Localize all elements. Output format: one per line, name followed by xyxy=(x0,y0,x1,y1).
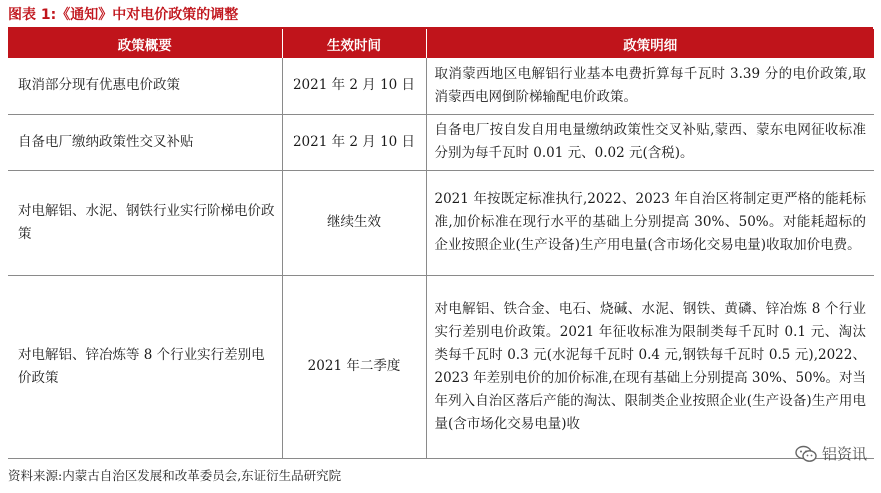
wechat-icon xyxy=(795,445,817,463)
source-note: 资料来源:内蒙古自治区发展和改革委员会,东证衍生品研究院 xyxy=(8,468,342,483)
row-detail: 对电解铝、铁合金、电石、烧碱、水泥、钢铁、黄磷、锌冶炼 8 个行业实行差别电价政策。2021 年征收标准为限制类每千瓦时 0.1 元、淘汰类每千瓦时 0.3 元(水泥每千瓦时 0.4 元,钢铁每千瓦时 0.5 元),2022、2023 年差别电价的加价标准,在现有基础上分别提高 30%、50%。对当年列入自治区落后产能的淘汰、限制类企业按照企业(生产设备)生产用电量(含市场化交易电量)收 xyxy=(426,275,874,458)
row-effective: 2021 年 2 月 10 日 xyxy=(282,114,426,170)
row-summary: 对电解铝、锌冶炼等 8 个行业实行差别电价政策 xyxy=(8,275,282,458)
table-row xyxy=(8,58,874,114)
row-effective: 2021 年 2 月 10 日 xyxy=(282,58,426,114)
header-effective-time: 生效时间 xyxy=(282,29,426,58)
row-effective: 继续生效 xyxy=(282,170,426,275)
header-policy-summary: 政策概要 xyxy=(8,29,282,58)
row-detail: 取消蒙西地区电解铝行业基本电费折算每千瓦时 3.39 分的电价政策,取消蒙西电网倒阶梯输配电价政策。 xyxy=(426,58,874,114)
row-detail: 自备电厂按自发自用电量缴纳政策性交叉补贴,蒙西、蒙东电网征收标准分别为每千瓦时 0.01 元、0.02 元(含税)。 xyxy=(426,114,874,170)
table-row xyxy=(8,170,874,275)
watermark xyxy=(795,443,867,464)
watermark-text: 铝资讯 xyxy=(821,445,867,463)
header-policy-detail: 政策明细 xyxy=(426,29,874,58)
row-summary: 对电解铝、水泥、钢铁行业实行阶梯电价政策 xyxy=(8,170,282,275)
policy-table xyxy=(8,29,874,459)
figure-title: 图表 1:《通知》中对电价政策的调整 xyxy=(8,7,239,23)
row-detail: 2021 年按既定标准执行,2022、2023 年自治区将制定更严格的能耗标准,加价标准在现行水平的基础上分别提高 30%、50%。对能耗超标的企业按照企业(生产设备)生产用电量(含市场化交易电量)收取加价电费。 xyxy=(426,170,874,275)
table-header-row xyxy=(8,29,874,58)
table-row xyxy=(8,275,874,458)
row-effective: 2021 年二季度 xyxy=(282,275,426,458)
table-row xyxy=(8,114,874,170)
row-summary: 自备电厂缴纳政策性交叉补贴 xyxy=(8,114,282,170)
row-summary: 取消部分现有优惠电价政策 xyxy=(8,58,282,114)
